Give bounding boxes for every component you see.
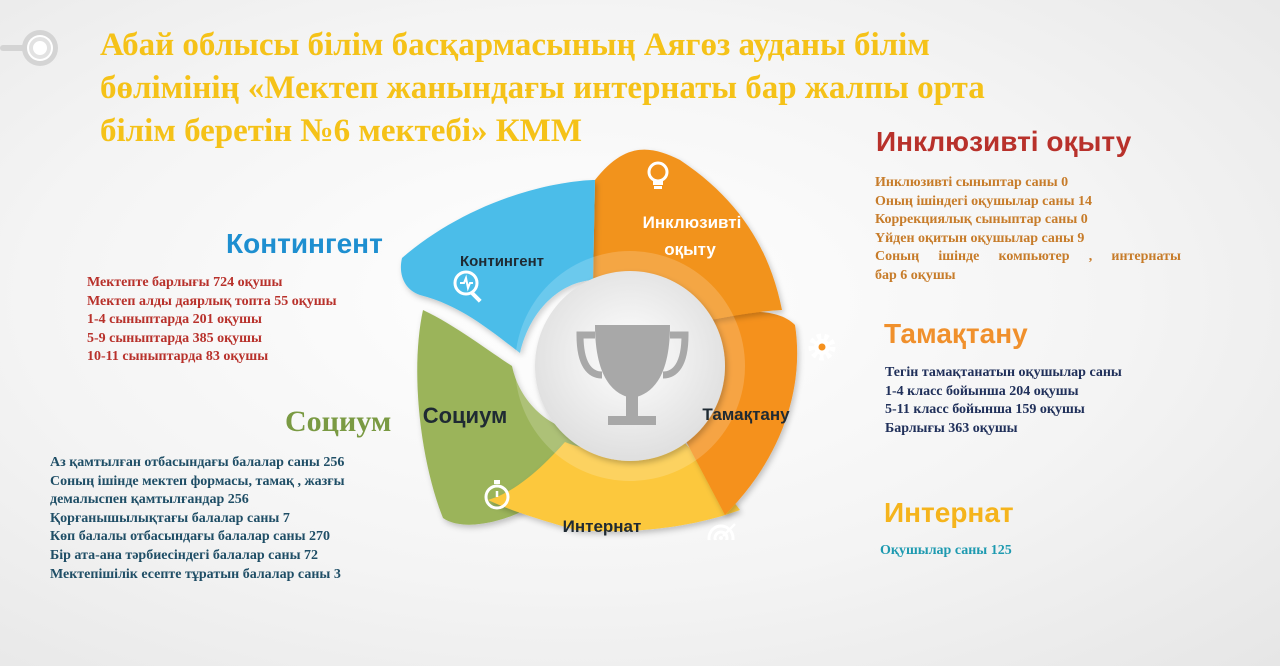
list-item: бар 6 оқушы: [875, 267, 956, 283]
list-item: 1-4 класс бойынша 204 оқушы: [885, 383, 1079, 399]
list-item: Бір ата-ана тәрбиесіндегі балалар саны 72: [50, 547, 319, 563]
segment-label-tamaktanu: Тамақтану: [702, 405, 790, 424]
word: ,: [1088, 249, 1093, 265]
title-line-1: Абай облысы білім басқармасының Аягөз ауданы білім: [100, 27, 930, 63]
tamaktanu-info-list: [885, 364, 1122, 438]
target-icon: [709, 524, 735, 540]
title-line-3: білім беретін №6 мектебі» КММ: [100, 113, 582, 149]
word: ішінде: [938, 249, 980, 265]
list-item: Қорғанышылықтағы балалар саны 7: [50, 510, 290, 526]
title-line-2: бөлімінің «Мектеп жанындағы интернаты бар жалпы орта: [100, 70, 985, 106]
list-item: Инклюзивті сыныптар саны 0: [875, 175, 1069, 190]
list-item: Оқушылар саны 125: [880, 543, 1012, 558]
list-item: демалыспен қамтылғандар 256: [50, 492, 249, 508]
segment-label-kontingent: Контингент: [459, 253, 545, 270]
word: Соның: [875, 249, 920, 265]
list-item: Мектепішілік есепте тұратын балалар саны 3: [50, 566, 341, 582]
inklyuziv-info-list: [875, 174, 1181, 286]
heading-internet: Интернат: [884, 497, 1014, 528]
magnifier-corner-icon: [0, 28, 70, 70]
list-item: Оның ішіндегі оқушылар саны 14: [875, 193, 1092, 209]
segment-label-inklyuziv-line2: оқыту: [664, 240, 716, 259]
heading-inklyuziv: Инклюзивті оқыту: [876, 126, 1132, 157]
word: интернаты: [1111, 249, 1181, 265]
list-item: Көп балалы отбасындағы балалар саны 270: [50, 529, 330, 545]
list-item: Барлығы 363 оқушы: [885, 420, 1018, 436]
list-item: 1-4 сыныптарда 201 оқушы: [87, 312, 262, 328]
list-item: 10-11 сыныптарда 83 оқушы: [87, 349, 269, 365]
list-item: 5-9 сыныптарда 385 оқушы: [87, 330, 262, 346]
segment-label-inklyuziv-line1: Инклюзивті: [642, 213, 742, 232]
list-item: Мектеп алды даярлық топта 55 оқушы: [87, 293, 337, 309]
list-item: [875, 248, 1181, 267]
internet-info-list: [880, 542, 1012, 561]
list-item: Мектепте барлығы 724 оқушы: [87, 275, 283, 290]
segment-label-socium: Социум: [422, 403, 508, 428]
segment-label-internet: Интернат: [562, 517, 642, 536]
list-item: Коррекциялық сыныптар саны 0: [875, 212, 1088, 228]
list-item: 5-11 класс бойынша 159 оқушы: [885, 402, 1085, 418]
gear-icon: [812, 337, 832, 357]
kontingent-info-list: [87, 274, 337, 367]
heading-socium: Социум: [285, 405, 392, 438]
list-item: Соның ішінде мектеп формасы, тамақ , жазғы: [50, 473, 345, 489]
socium-info-list: [50, 454, 345, 584]
list-item: Тегін тамақтанатын оқушылар саны: [885, 365, 1122, 380]
list-item: Аз қамтылған отбасындағы балалар саны 256: [50, 455, 345, 470]
list-item: Үйден оқитын оқушылар саны 9: [875, 230, 1085, 246]
heading-kontingent: Контингент: [226, 228, 383, 259]
word: компьютер: [998, 249, 1070, 265]
cycle-diagram: [380, 130, 840, 540]
heading-tamaktanu: Тамақтану: [884, 318, 1028, 349]
